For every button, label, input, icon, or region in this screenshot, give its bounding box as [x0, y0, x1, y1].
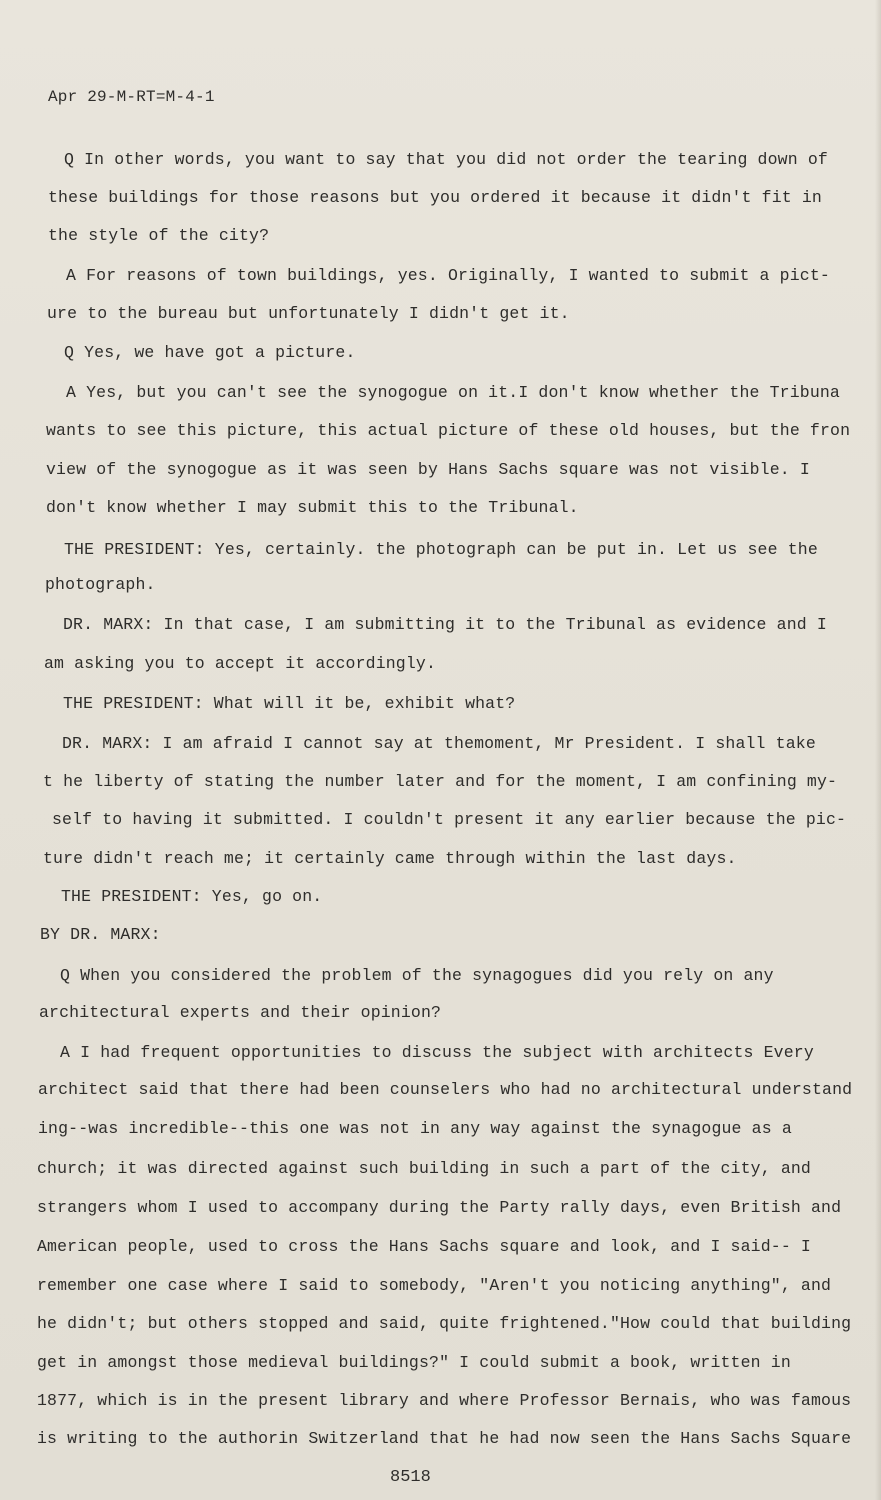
text-line: ure to the bureau but unfortunately I didn't get it. — [47, 304, 570, 323]
text-line: architect said that there had been counselers who had no architectural understand — [38, 1080, 853, 1099]
text-line: get in amongst those medieval buildings?" I could submit a book, written in — [37, 1353, 791, 1372]
text-line: A I had frequent opportunities to discuss the subject with architects Every — [60, 1043, 814, 1062]
text-line: DR. MARX: In that case, I am submitting it to the Tribunal as evidence and I — [63, 615, 827, 634]
text-line: church; it was directed against such building in such a part of the city, and — [37, 1159, 811, 1178]
text-line: t he liberty of stating the number later and for the moment, I am confining my- — [43, 772, 838, 791]
text-line: Q When you considered the problem of the synagogues did you rely on any — [60, 966, 774, 985]
text-line: strangers whom I used to accompany during the Party rally days, even British and — [37, 1198, 842, 1217]
text-line: photograph. — [45, 575, 156, 594]
text-line: is writing to the authorin Switzerland that he had now seen the Hans Sachs Square — [37, 1429, 852, 1448]
text-line: am asking you to accept it accordingly. — [44, 654, 437, 673]
page-edge-shadow — [875, 0, 881, 1500]
text-line: wants to see this picture, this actual picture of these old houses, but the fron — [46, 421, 851, 440]
text-line: remember one case where I said to somebody, "Aren't you noticing anything", and — [37, 1276, 832, 1295]
text-line: ing--was incredible--this one was not in any way against the synagogue as a — [38, 1119, 792, 1138]
text-line: don't know whether I may submit this to the Tribunal. — [46, 498, 579, 517]
text-line: he didn't; but others stopped and said, quite frightened."How could that building — [37, 1314, 852, 1333]
text-line: architectural experts and their opinion? — [39, 1003, 442, 1022]
text-line: Q Yes, we have got a picture. — [64, 343, 356, 362]
text-line: the style of the city? — [48, 226, 270, 245]
page-number: 8518 — [390, 1468, 431, 1487]
text-line: A For reasons of town buildings, yes. Originally, I wanted to submit a pict- — [66, 266, 830, 285]
text-line: BY DR. MARX: — [40, 925, 161, 944]
document-header: Apr 29-M-RT=M-4-1 — [48, 88, 215, 106]
text-line: American people, used to cross the Hans Sachs square and look, and I said-- I — [37, 1237, 811, 1256]
text-line: THE PRESIDENT: Yes, go on. — [61, 887, 323, 906]
text-line: Q In other words, you want to say that you did not order the tearing down of — [64, 150, 828, 169]
text-line: DR. MARX: I am afraid I cannot say at themoment, Mr President. I shall take — [62, 734, 816, 753]
text-line: A Yes, but you can't see the synogogue on it.I don't know whether the Tribuna — [66, 383, 840, 402]
text-line: 1877, which is in the present library and where Professor Bernais, who was famous — [37, 1391, 852, 1410]
text-line: self to having it submitted. I couldn't present it any earlier because the pic- — [52, 810, 847, 829]
text-line: THE PRESIDENT: Yes, certainly. the photograph can be put in. Let us see the — [64, 540, 818, 559]
text-line: these buildings for those reasons but you ordered it because it didn't fit in — [48, 188, 822, 207]
text-line: THE PRESIDENT: What will it be, exhibit what? — [63, 694, 516, 713]
text-line: ture didn't reach me; it certainly came through within the last days. — [43, 849, 737, 868]
text-line: view of the synogogue as it was seen by Hans Sachs square was not visible. I — [46, 460, 810, 479]
